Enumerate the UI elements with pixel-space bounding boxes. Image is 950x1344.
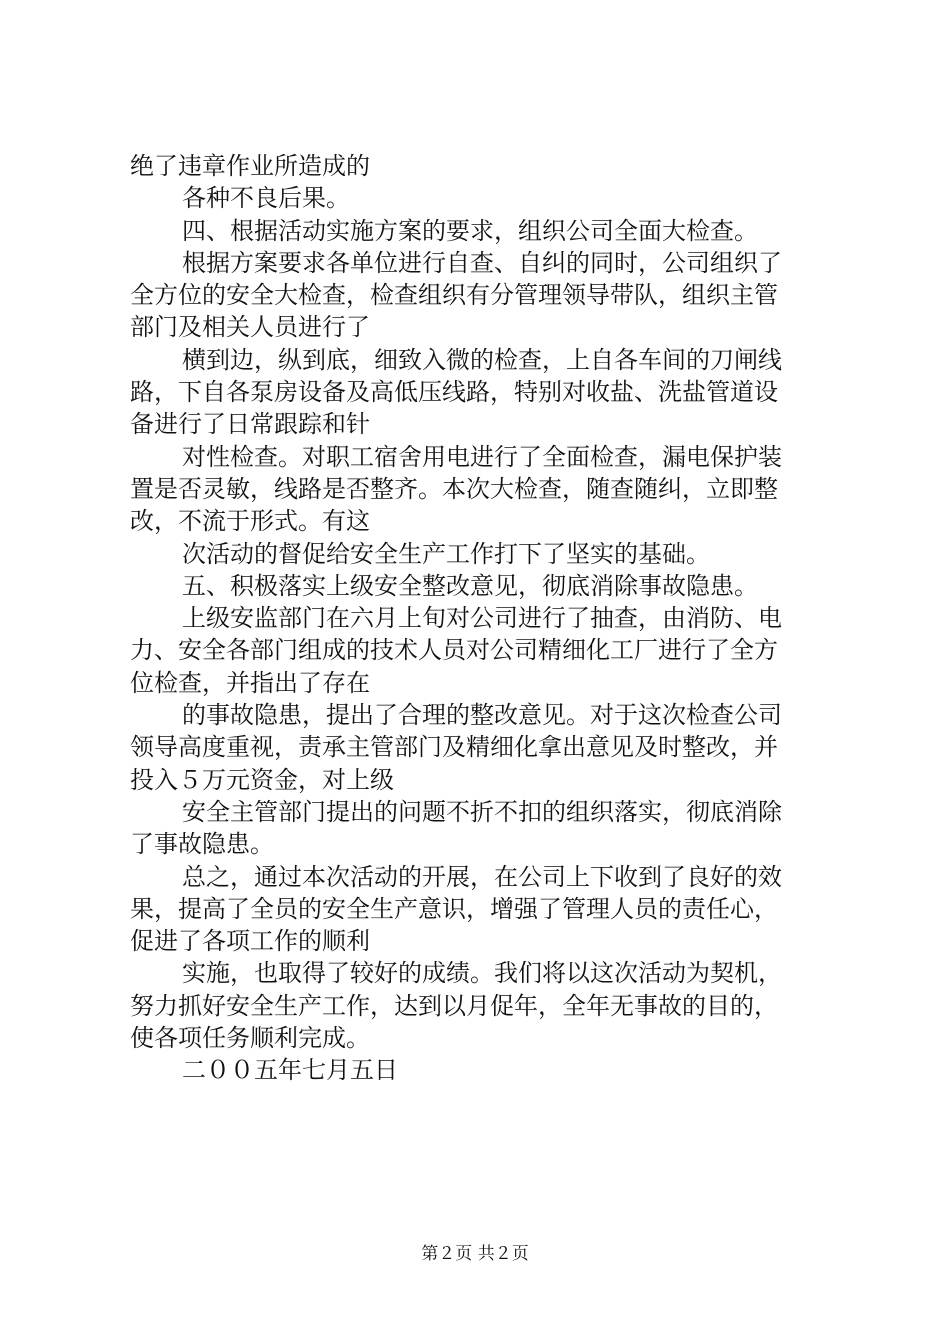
text-line: 备进行了日常跟踪和针 xyxy=(130,410,370,439)
text-line: 四、根据活动实施方案的要求，组织公司全面大检查。 xyxy=(182,216,758,245)
text-line: 绝了违章作业所造成的 xyxy=(130,152,370,180)
text-line: 全方位的安全大检查，检查组织有分管理领导带队，组织主管 xyxy=(130,281,778,310)
text-line: 的事故隐患，提出了合理的整改意见。对于这次检查公司 xyxy=(182,701,782,730)
text-line: 部门及相关人员进行了 xyxy=(130,313,370,342)
document-body xyxy=(130,150,830,1087)
text-line: 努力抓好安全生产工作，达到以月促年，全年无事故的目的， xyxy=(130,991,778,1020)
text-line: 力、安全各部门组成的技术人员对公司精细化工厂进行了全方 xyxy=(130,636,778,665)
text-line: 促进了各项工作的顺利 xyxy=(130,927,370,956)
text-line: 横到边，纵到底，细致入微的检查，上自各车间的刀闸线 xyxy=(182,345,782,374)
text-line: 投入５万元资金，对上级 xyxy=(130,765,394,794)
text-line: 次活动的督促给安全生产工作打下了坚实的基础。 xyxy=(182,539,710,568)
text-line: 位检查，并指出了存在 xyxy=(130,668,370,697)
text-line: 了事故隐患。 xyxy=(130,830,274,859)
text-line: 总之，通过本次活动的开展，在公司上下收到了良好的效 xyxy=(182,862,782,891)
text-line: 置是否灵敏，线路是否整齐。本次大检查，随查随纠，立即整 xyxy=(130,474,778,503)
text-line: 根据方案要求各单位进行自查、自纠的同时，公司组织了 xyxy=(182,248,782,277)
text-line: 路，下自各泵房设备及高低压线路，特别对收盐、洗盐管道设 xyxy=(130,378,778,407)
text-line: 五、积极落实上级安全整改意见，彻底消除事故隐患。 xyxy=(182,571,758,600)
text-line: 安全主管部门提出的问题不折不扣的组织落实，彻底消除 xyxy=(182,797,782,826)
text-line: 使各项任务顺利完成。 xyxy=(130,1024,370,1053)
text-line: 各种不良后果。 xyxy=(182,184,350,213)
page-footer: 第２页 共２页 xyxy=(421,1244,529,1264)
text-line: 果，提高了全员的安全生产意识，增强了管理人员的责任心， xyxy=(130,894,778,923)
text-line: 二００五年七月五日 xyxy=(182,1056,398,1085)
text-line: 上级安监部门在六月上旬对公司进行了抽查，由消防、电 xyxy=(182,604,782,633)
text-line: 对性检查。对职工宿舍用电进行了全面检查，漏电保护装 xyxy=(182,442,782,471)
text-line: 实施，也取得了较好的成绩。我们将以这次活动为契机， xyxy=(182,959,782,988)
text-line: 领导高度重视，责承主管部门及精细化拿出意见及时整改，并 xyxy=(130,733,778,762)
text-line: 改，不流于形式。有这 xyxy=(130,507,370,536)
